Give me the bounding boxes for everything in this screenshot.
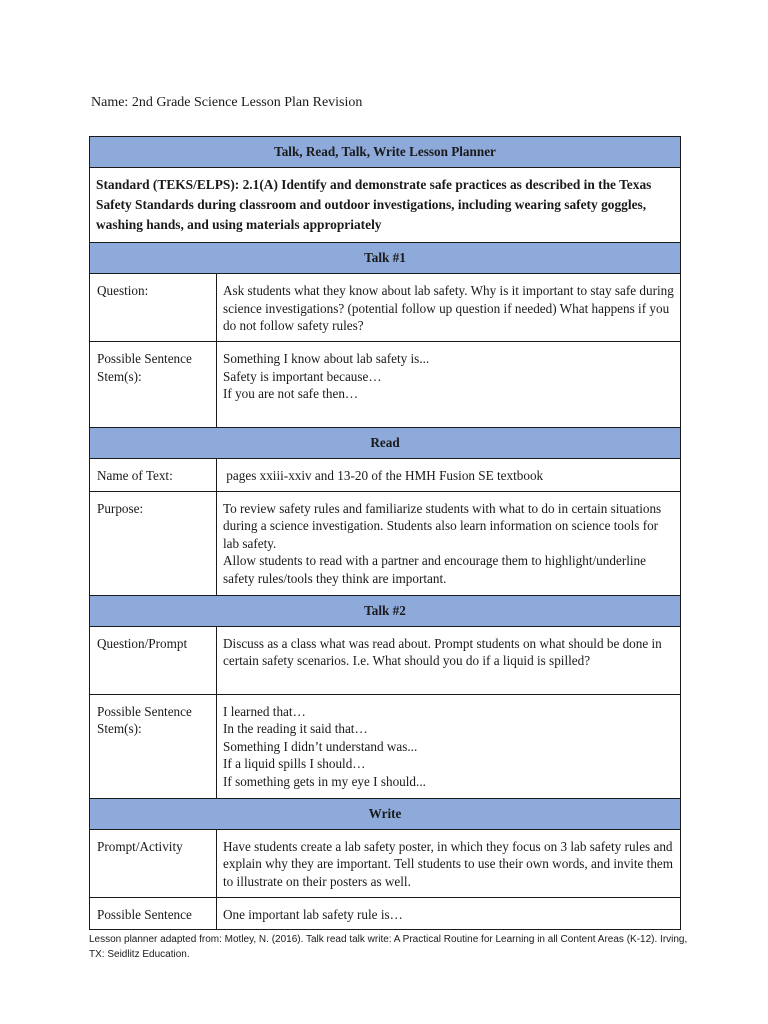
standard-row [90, 168, 681, 243]
talk1-stems-label: Possible Sentence Stem(s): [90, 342, 217, 428]
table-row [90, 694, 681, 798]
citation-footer: Lesson planner adapted from: Motley, N. (2016). Talk read talk write: A Practical Routine for Learning in all Content Areas (K-12). Irving, TX: Seidlitz Education. [89, 934, 688, 960]
list-item: Safety is important because… [223, 368, 382, 384]
talk1-stems-list [217, 342, 681, 428]
purpose-line: To review safety rules and familiarize students with what to do in certain situations during a science investigation. Students also learn information on science tools for lab safety. [223, 500, 662, 551]
read-header: Read [90, 428, 681, 459]
purpose-line: Allow students to read with a partner and encourage them to highlight/underline safety rules/tools they think are important. [223, 553, 646, 586]
table-row [90, 897, 681, 930]
text-name-value: pages xxiii-xxiv and 13-20 of the HMH Fusion SE textbook [217, 459, 681, 492]
activity-label: Prompt/Activity [90, 829, 217, 897]
prompt-label: Question/Prompt [90, 626, 217, 694]
talk1-header: Talk #1 [90, 243, 681, 274]
list-item: In the reading it said that… [223, 721, 368, 737]
talk2-stems-list [217, 694, 681, 798]
document-name-line: Name: 2nd Grade Science Lesson Plan Revision [91, 95, 363, 110]
prompt-text: Discuss as a class what was read about. Prompt students on what should be done in certain safety scenarios. I.e. What should you do if a liquid is spilled? [217, 626, 681, 694]
question-text: Ask students what they know about lab safety. Why is it important to stay safe during science investigations? (potential follow up question if needed) What happens if you do not follow safety rules? [217, 274, 681, 342]
text-name-label: Name of Text: [90, 459, 217, 492]
talk1-header-row [90, 243, 681, 274]
read-header-row [90, 428, 681, 459]
table-row [90, 342, 681, 428]
table-title: Talk, Read, Talk, Write Lesson Planner [90, 137, 681, 168]
lesson-planner-table [89, 136, 681, 930]
write-stems-label: Possible Sentence [90, 897, 217, 930]
write-header: Write [90, 798, 681, 829]
list-item: If a liquid spills I should… [223, 756, 366, 772]
table-title-row [90, 137, 681, 168]
standard-text: Standard (TEKS/ELPS): 2.1(A) Identify and demonstrate safe practices as described in the Texas Safety Standards during classroom and outdoor investigations, including wearing safety goggles, washing hands, and using materials appropriately [90, 168, 681, 243]
purpose-label: Purpose: [90, 491, 217, 595]
list-item: If you are not safe then… [223, 386, 359, 402]
question-label: Question: [90, 274, 217, 342]
talk2-stems-label: Possible Sentence Stem(s): [90, 694, 217, 798]
table-row [90, 491, 681, 595]
list-item: Something I know about lab safety is... [223, 351, 430, 366]
table-row [90, 274, 681, 342]
write-stems-text: One important lab safety rule is… [217, 897, 681, 930]
list-item: Something I didn’t understand was... [223, 738, 418, 754]
talk2-header: Talk #2 [90, 595, 681, 626]
list-item: I learned that… [223, 703, 306, 719]
table-row [90, 626, 681, 694]
table-row [90, 459, 681, 492]
list-item: If something gets in my eye I should... [223, 773, 426, 789]
talk2-header-row [90, 595, 681, 626]
table-row [90, 829, 681, 897]
purpose-text [217, 491, 681, 595]
activity-text: Have students create a lab safety poster, in which they focus on 3 lab safety rules and explain why they are important. Tell students to use their own words, and invite them to illustrate on their posters as well. [217, 829, 681, 897]
write-header-row [90, 798, 681, 829]
